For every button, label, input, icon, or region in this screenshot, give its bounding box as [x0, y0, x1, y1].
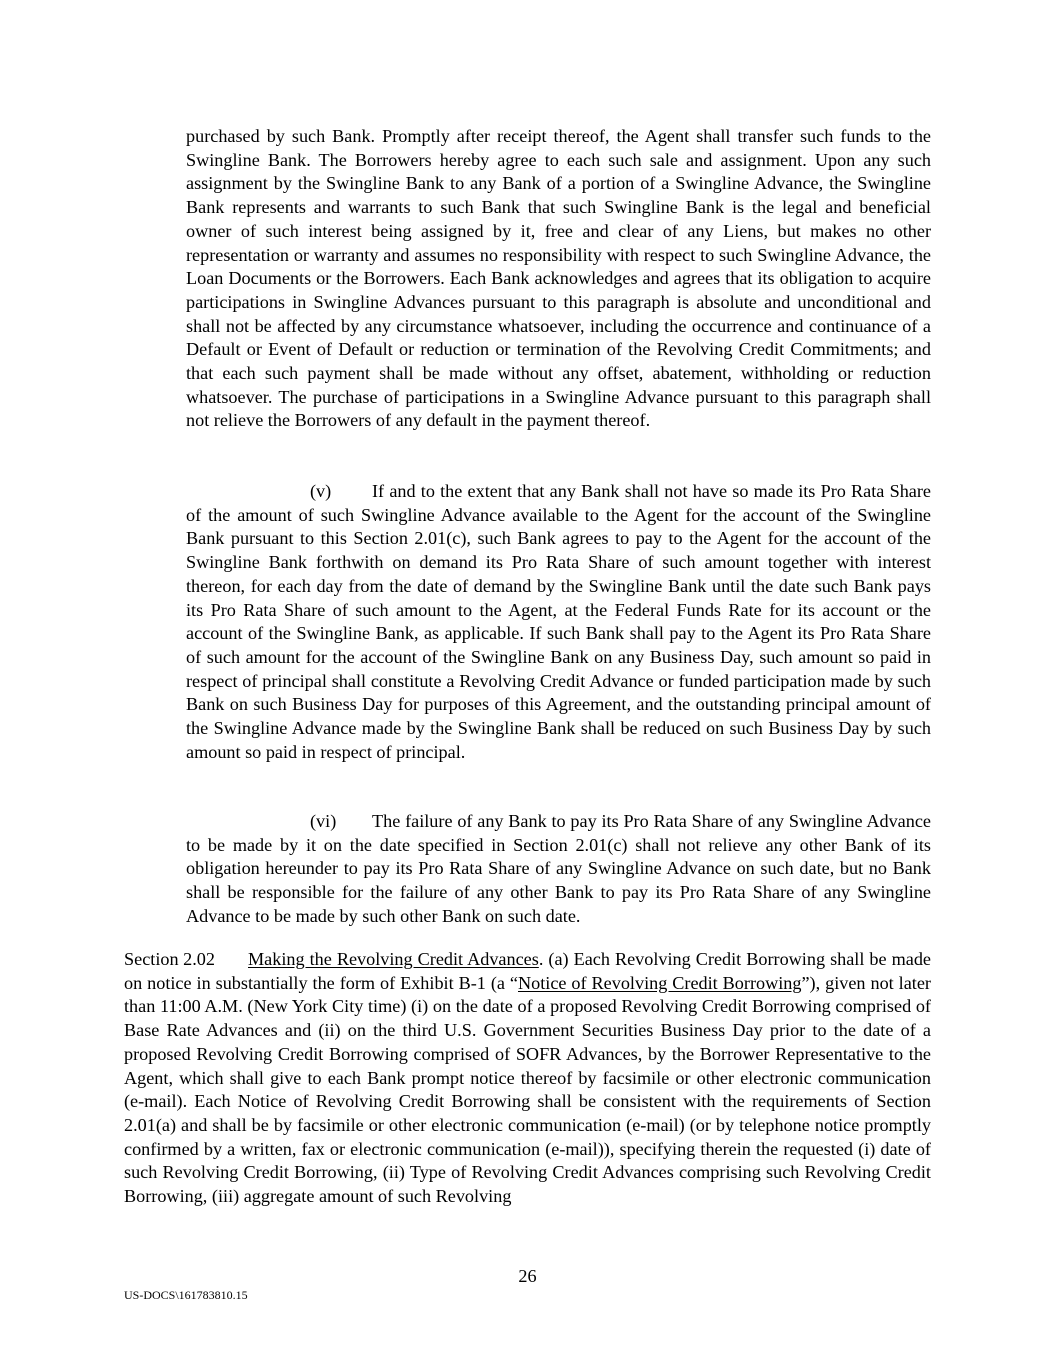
paragraph-number: (v): [310, 481, 332, 501]
paragraph-iv-continuation: [186, 125, 931, 433]
paragraph-number: (vi): [310, 811, 337, 831]
paragraph-vi: [186, 810, 931, 929]
paragraph-text: purchased by such Bank. Promptly after receipt thereof, the Agent shall transfer such funds to the Swingline Bank. The Borrowers hereby agree to each such sale and assignment. Upon any such assignment by the Swingline Bank to any Bank of a portion of a Swingline Advance, the Swingline Bank represents and warrants to such Bank that such Swingline Bank is the legal and beneficial owner of such interest being assigned by it, free and clear of any Liens, but makes no other representation or warranty and assumes no responsibility with respect to such Swingline Advance, the Loan Documents or the Borrowers. Each Bank acknowledges and agrees that its obligation to acquire participations in Swingline Advances pursuant to this paragraph is absolute and unconditional and shall not be affected by any circumstance whatsoever, including the occurrence and continuance of a Default or Event of Default or reduction or termination of the Revolving Credit Commitments; and that each such payment shall be made without any offset, abatement, withholding or reduction whatsoever. The purchase of participations in a Swingline Advance pursuant to this paragraph shall not relieve the Borrowers of any default in the payment thereof.: [186, 126, 931, 431]
page-number: 26: [518, 1266, 537, 1286]
section-body-text: ”), given not later than 11:00 A.M. (New York City time) (i) on the date of a proposed Revolving Credit Borrowing comprised of Base Rate Advances and (ii) on the third U.S. Government Securities Business Day prior to the date of a proposed Revolving Credit Borrowing comprised of SOFR Advances, by the Borrower Representative to the Agent, which shall give to each Bank prompt notice thereof by facsimile or other electronic communication (e-mail). Each Notice of Revolving Credit Borrowing shall be consistent with the requirements of Section 2.01(a) and shall be by facsimile or other electronic communication (e-mail) (or by telephone notice promptly confirmed by a written, fax or electronic communication (e-mail)), specifying therein the requested (i) date of such Revolving Credit Borrowing, (ii) Type of Revolving Credit Advances comprising such Revolving Credit Borrowing, (iii) aggregate amount of such Revolving: [124, 972, 931, 1207]
section-number: Section 2.02: [124, 949, 215, 969]
document-id: US-DOCS\161783810.15: [124, 1288, 248, 1302]
section-2-02: [124, 948, 931, 1209]
paragraph-text: The failure of any Bank to pay its Pro Rata Share of any Swingline Advance to be made by it on the date specified in Section 2.01(c) shall not relieve any other Bank of its obligation hereunder to pay its Pro Rata Share of any Swingline Advance on such date, but no Bank shall be responsible for the failure of any other Bank to pay its Pro Rata Share of any Swingline Advance to be made by such other Bank on such date.: [186, 811, 931, 926]
paragraph-v: [186, 480, 931, 764]
defined-term: Notice of Revolving Credit Borrowing: [518, 972, 802, 993]
section-heading: Making the Revolving Credit Advances: [248, 949, 539, 969]
paragraph-text: If and to the extent that any Bank shall not have so made its Pro Rata Share of the amount of such Swingline Advance available to the Agent for the account of the Swingline Bank pursuant to this Section 2.01(c), such Bank agrees to pay to the Agent for the account of the Swingline Bank forthwith on demand its Pro Rata Share of such amount together with interest thereon, for each day from the date of demand by the Swingline Bank until the date such Bank pays its Pro Rata Share of such amount to the Agent, at the Federal Funds Rate for its account or the account of the Swingline Bank, as applicable. If such Bank shall pay to the Agent its Pro Rata Share of such amount for the account of the Swingline Bank on any Business Day, such amount so paid in respect of principal shall constitute a Revolving Credit Advance or funded participation made by such Bank on such Business Day for purposes of this Agreement, and the outstanding principal amount of the Swingline Advance made by the Swingline Bank shall be reduced on such Business Day by such amount so paid in respect of principal.: [186, 481, 931, 762]
section-intro-text: . (a) Each Revolving Credit Borrowing shall be made on notice in substantially the form of Exhibit B-1 (a “: [124, 949, 932, 993]
